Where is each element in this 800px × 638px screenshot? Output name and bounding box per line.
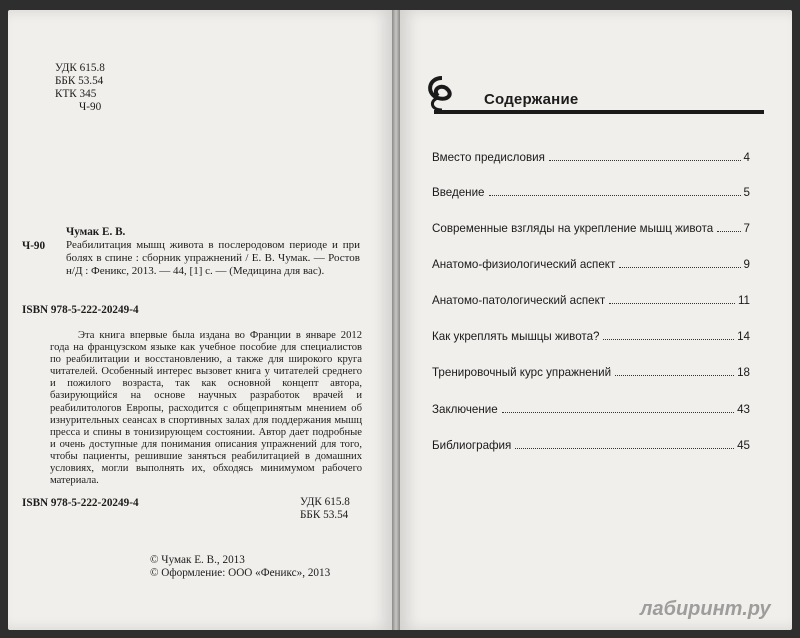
copyright-block [150, 554, 330, 580]
ktk-code: КТК 345 [55, 88, 97, 100]
caduceus-logo-icon [430, 78, 450, 110]
toc-entry-page: 18 [737, 366, 750, 379]
toc-entry-page: 7 [743, 222, 750, 235]
annotation-text: Эта книга впервые была издана во Франции в январе 2012 года на французском языке как учебное пособие для специалистов по реабилитации и восстановлению, а также для широкого круга читателей. Особенный интерес вызовет книга у читателей среднего и пожилого возраста, так как основной концепт автора, базирующийся на основе научных разработок врачей и реабилитологов Европы, расходится с общепринятым мнением об изнурительных сеансах в спортивных залах для поддержания мышц пресса и спины в тонизирующем состоянии. Автор дает подробные и очень доступные для понимания описания упражнений для того, чтобы пациенты, решившие заняться реабилитацией в домашних условиях, могли выполнять их, обходясь минимумом рабочего материала. [50, 330, 362, 487]
toc-entry[interactable] [432, 403, 750, 416]
dot-leader [489, 195, 741, 196]
toc-entry-page: 9 [743, 258, 750, 271]
toc-entry-label: Анатомо-физиологический аспект [432, 258, 616, 271]
toc-entry-label: Библиография [432, 439, 512, 452]
toc-entry[interactable] [432, 258, 750, 271]
dot-leader [619, 267, 740, 268]
toc-entry-page: 43 [737, 403, 750, 416]
udk-code-bottom: УДК 615.8 [300, 496, 350, 508]
dot-leader [502, 412, 734, 413]
toc-entry-label: Тренировочный курс упражнений [432, 366, 612, 379]
toc-entry-label: Анатомо-патологический аспект [432, 294, 606, 307]
isbn-bottom: ISBN 978-5-222-20249-4 [22, 497, 139, 509]
toc-entry[interactable] [432, 186, 750, 199]
dot-leader [609, 303, 735, 304]
toc-entry-label: Современные взгляды на укрепление мышц живота [432, 222, 714, 235]
left-page [8, 10, 392, 630]
bbk-code: ББК 53.54 [55, 75, 104, 87]
dot-leader [717, 231, 740, 232]
toc-title: Содержание [484, 91, 579, 108]
copyright-design: © Оформление: ООО «Феникс», 2013 [150, 567, 331, 579]
toc-entry[interactable] [432, 366, 750, 379]
bbk-code-bottom: ББК 53.54 [300, 509, 349, 521]
bottom-codes [300, 496, 350, 522]
dot-leader [603, 339, 734, 340]
call-mark: Ч-90 [22, 240, 46, 252]
header-rule [434, 110, 764, 114]
dot-leader [515, 448, 734, 449]
dot-leader [549, 160, 741, 161]
udk-code: УДК 615.8 [55, 62, 105, 74]
copyright-author: © Чумак Е. В., 2013 [150, 554, 245, 566]
toc-entry[interactable] [432, 294, 750, 307]
labirint-watermark: лабиринт.ру [640, 598, 771, 620]
contents-header-graphic [424, 70, 784, 120]
bibliographic-entry: Реабилитация мышц живота в послеродовом периоде и при болях в спине : сборник упражнений / Е. В. Чумак. — Ростов н/Д : Феникс, 2013. — 44, [1] с. — (Медицина для вас). [66, 239, 360, 278]
dot-leader [615, 375, 734, 376]
toc-entry-page: 45 [737, 439, 750, 452]
toc-entry-page: 4 [743, 151, 750, 164]
toc-entry-label: Введение [432, 186, 485, 199]
toc-entry[interactable] [432, 222, 750, 235]
author-heading: Чумак Е. В. [66, 226, 126, 238]
toc-entry-page: 5 [743, 186, 750, 199]
toc-entry[interactable] [432, 439, 750, 452]
author-mark: Ч-90 [79, 101, 102, 113]
annotation [50, 330, 362, 487]
book-spine [392, 10, 400, 630]
toc-entry[interactable] [432, 151, 750, 164]
toc-entry-label: Вместо предисловия [432, 151, 545, 164]
toc-entry-page: 14 [737, 330, 750, 343]
toc-entry-label: Как укреплять мышцы живота? [432, 330, 600, 343]
toc-entry-label: Заключение [432, 403, 498, 416]
isbn-top: ISBN 978-5-222-20249-4 [22, 304, 139, 316]
toc-entry[interactable] [432, 330, 750, 343]
toc-entry-page: 11 [737, 294, 750, 307]
classification-codes [55, 62, 105, 101]
